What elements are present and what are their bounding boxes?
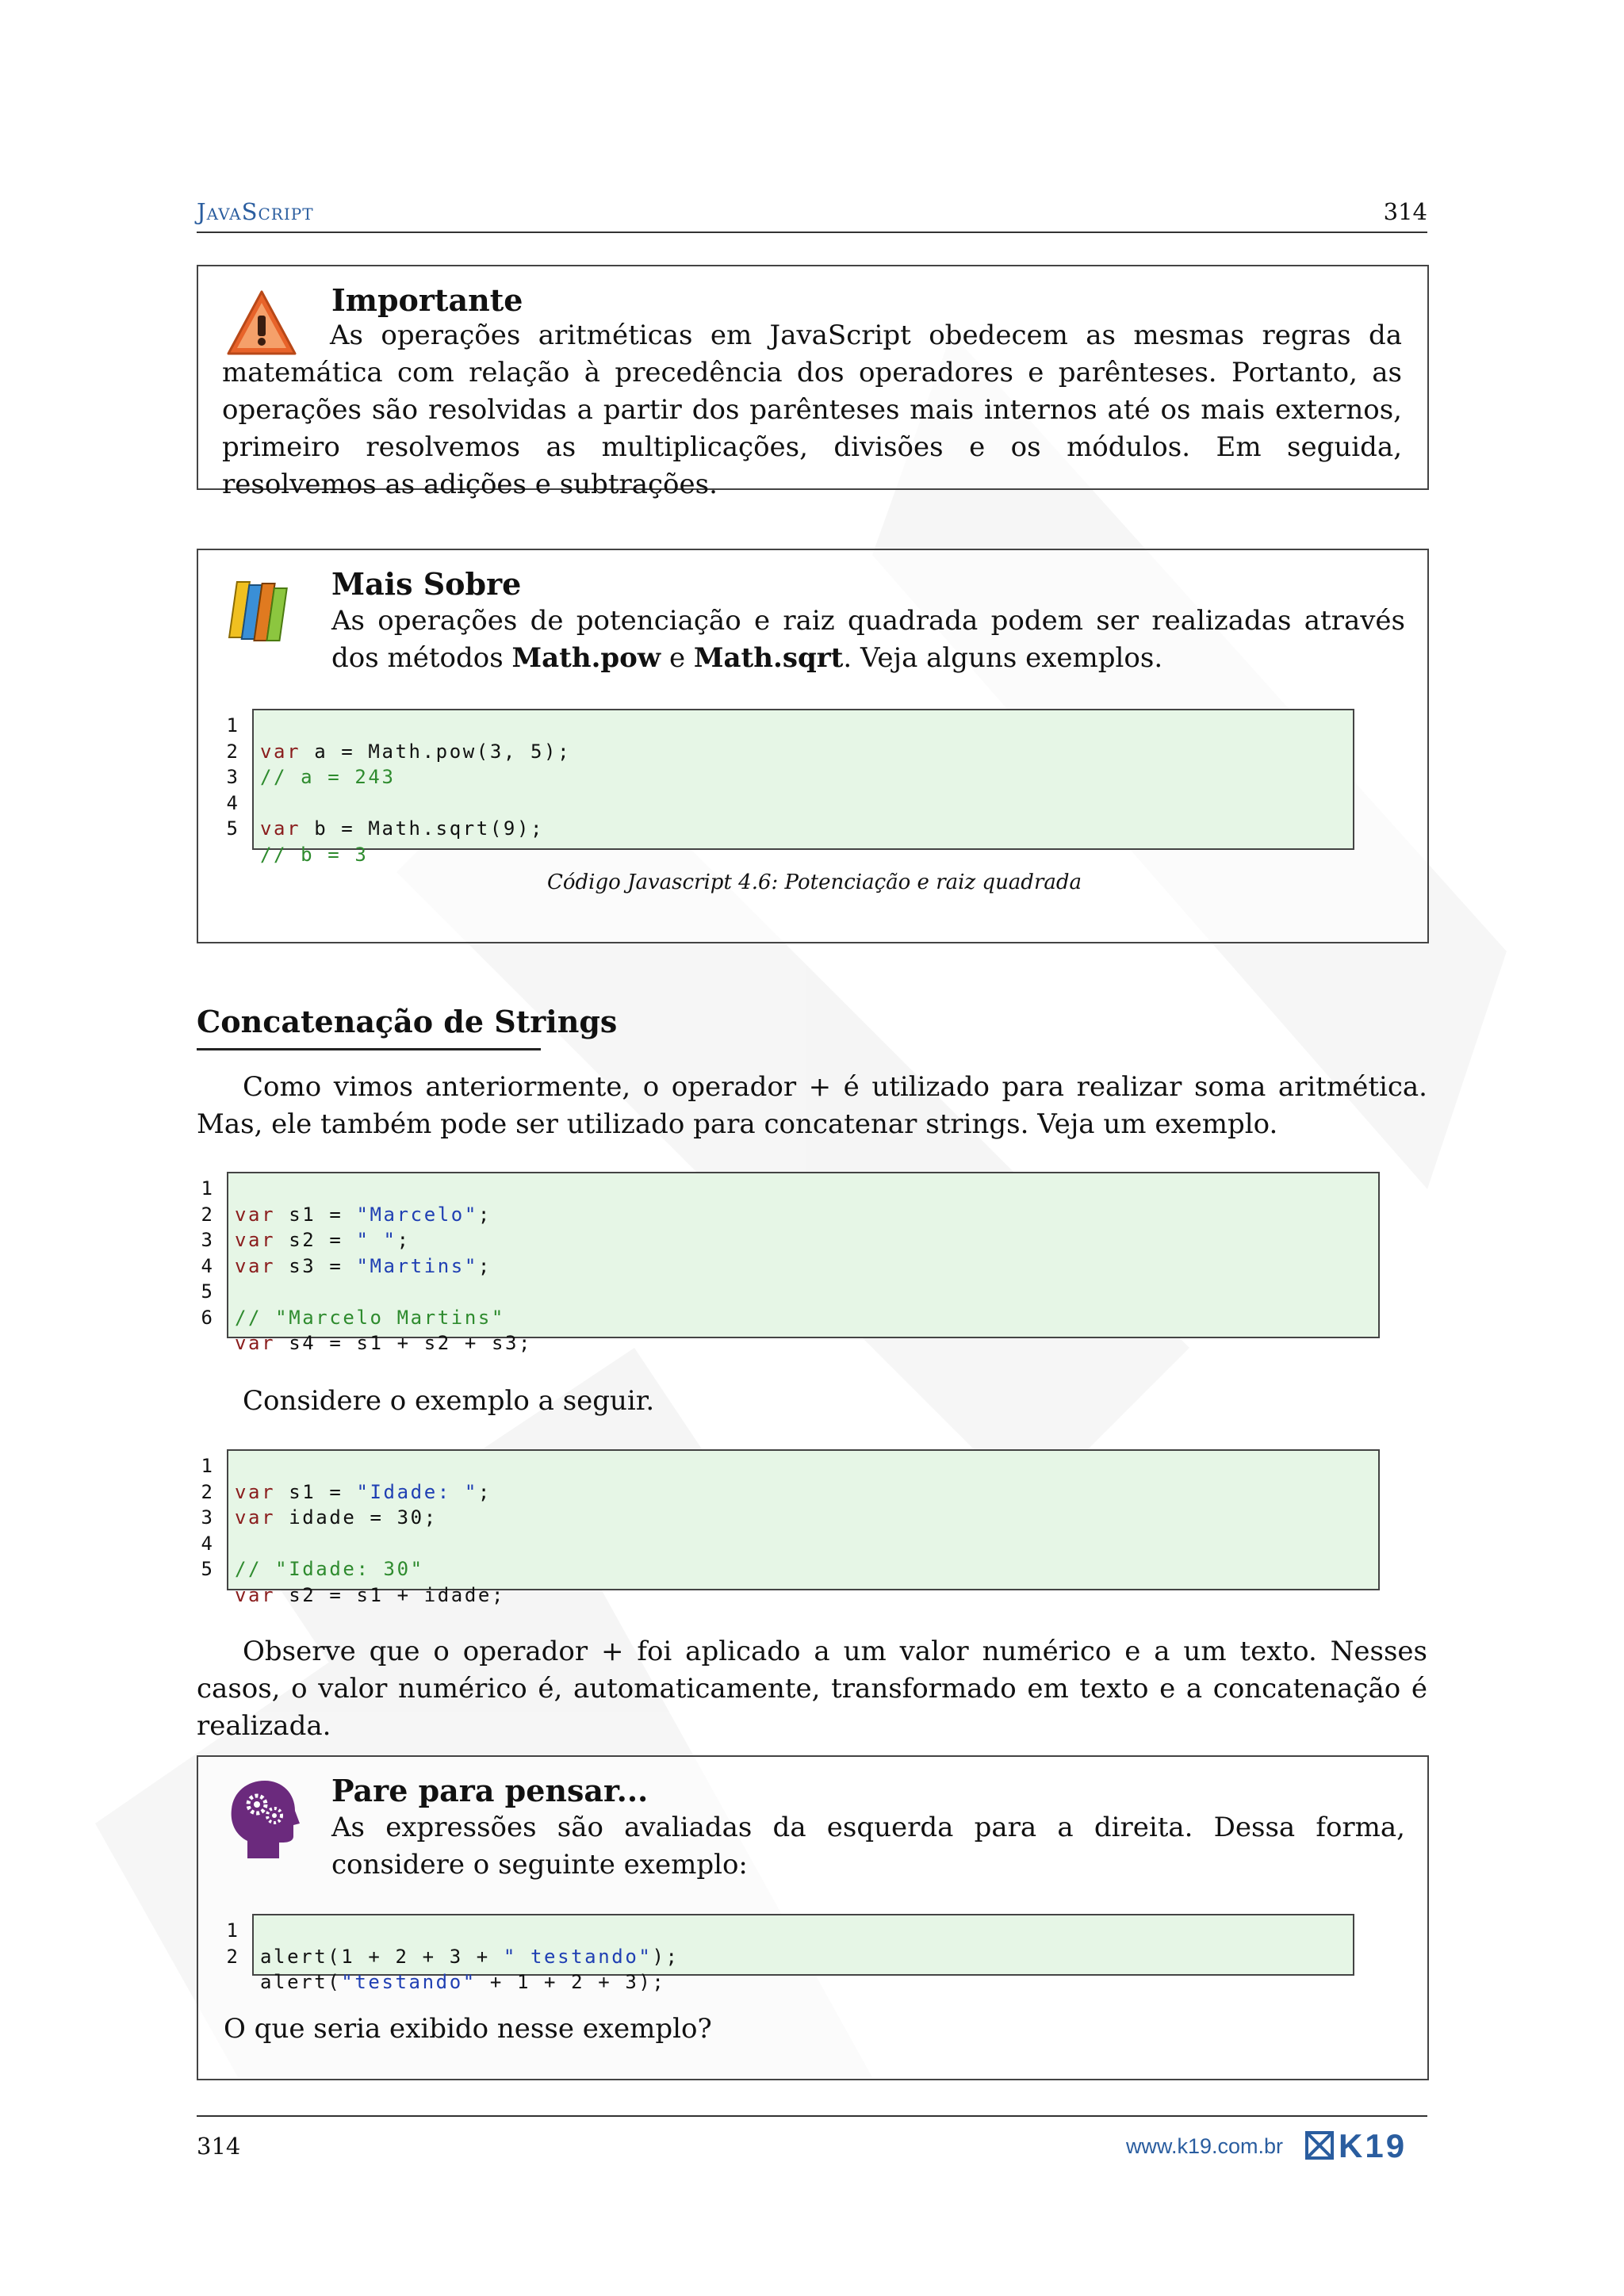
mais-sobre-title: Mais Sobre xyxy=(331,566,522,602)
math-sqrt-method: Math.sqrt xyxy=(693,642,844,674)
keyword-var: var xyxy=(235,1506,276,1529)
code-line: var b = Math.sqrt(9); xyxy=(260,817,545,840)
code-line xyxy=(260,790,1346,817)
line-number: 2 xyxy=(226,740,238,763)
line-number: 2 xyxy=(201,1480,213,1503)
code-line: // a = 243 xyxy=(260,766,396,788)
mais-sobre-text-before: As operações de potenciação e raiz quadrada podem ser realizadas através dos métodos xyxy=(331,605,1405,674)
line-numbers xyxy=(216,1918,238,1969)
code-line: // b = 3 xyxy=(260,843,369,866)
line-number: 3 xyxy=(201,1229,213,1251)
k19-logo-text: K19 xyxy=(1339,2130,1408,2161)
mais-sobre-text-and: e xyxy=(661,642,694,674)
k19-logo-icon xyxy=(1305,2130,1427,2161)
code-line: var s2 = s1 + idade; xyxy=(235,1583,505,1606)
running-header-title: JavaScript xyxy=(197,198,314,225)
important-text-content: As operações aritméticas em JavaScript obedecem as mesmas regras da matemática com relação à precedência dos operadores e parênteses. Portanto, as operações são resolvidas a partir dos parênteses mais internos até os mais externos, primeiro resolvemos as multiplicações, divisões e os módulos. Em seguida, resolvemos as adições e subtrações. xyxy=(222,320,1402,500)
line-number: 1 xyxy=(201,1177,213,1200)
code-block xyxy=(252,1914,1354,1993)
code-lines xyxy=(228,1173,1378,1410)
line-number: 5 xyxy=(201,1280,213,1303)
line-numbers xyxy=(190,1176,213,1330)
pare-title: Pare para pensar... xyxy=(331,1773,649,1808)
code-line: var s1 = "Idade: "; xyxy=(235,1480,492,1503)
pare-text: As expressões são avaliadas da esquerda para a direita. Dessa forma, considere o seguinte exemplo: xyxy=(331,1812,1405,1881)
line-number: 5 xyxy=(226,817,238,840)
important-text xyxy=(222,317,1402,503)
keyword-var: var xyxy=(235,1583,276,1606)
code-line xyxy=(235,1531,1372,1557)
code-line: alert("testando" + 1 + 2 + 3); xyxy=(260,1971,666,1993)
string-literal: "Idade: " xyxy=(356,1480,478,1503)
section-title-rule xyxy=(197,1048,541,1050)
string-literal: "Marcelo" xyxy=(356,1203,478,1226)
line-number: 6 xyxy=(201,1306,213,1329)
math-pow-method: Math.pow xyxy=(511,642,661,674)
code-line: var s3 = "Martins"; xyxy=(235,1254,492,1277)
keyword-var: var xyxy=(235,1332,276,1354)
code-line: var s1 = "Marcelo"; xyxy=(235,1203,492,1226)
code-block xyxy=(252,709,1354,866)
code-block xyxy=(227,1449,1380,1606)
code-line: var idade = 30; xyxy=(235,1506,438,1529)
line-numbers xyxy=(190,1453,213,1582)
code-line xyxy=(235,1279,1372,1305)
string-literal: " " xyxy=(356,1229,397,1251)
paragraph-intro: Como vimos anteriormente, o operador + é utilizado para realizar soma aritmética. Mas, ele também pode ser utilizado para concatenar strings. Veja um exemplo. xyxy=(197,1071,1427,1140)
line-number: 1 xyxy=(201,1455,213,1477)
code-block xyxy=(227,1172,1380,1354)
line-number: 3 xyxy=(226,766,238,788)
header-page-number: 314 xyxy=(1383,198,1427,225)
code-caption: Código Javascript 4.6: Potenciação e raiz quadrada xyxy=(546,871,1082,894)
paragraph-observe: Observe que o operador + foi aplicado a um valor numérico e a um texto. Nesses casos, o valor numérico é, automaticamente, transformado em texto e a concatenação é realizada. xyxy=(197,1636,1427,1742)
mais-sobre-text-after: . Veja alguns exemplos. xyxy=(843,642,1163,674)
code-lines xyxy=(254,710,1353,921)
line-number: 5 xyxy=(201,1558,213,1580)
footer-rule xyxy=(197,2115,1427,2117)
line-number: 4 xyxy=(201,1532,213,1555)
line-number: 2 xyxy=(226,1945,238,1968)
important-title: Importante xyxy=(331,282,523,318)
code-line: var s4 = s1 + s2 + s3; xyxy=(235,1332,533,1354)
line-number: 3 xyxy=(201,1506,213,1529)
header-rule xyxy=(197,232,1427,233)
line-number: 1 xyxy=(226,1919,238,1942)
line-number: 2 xyxy=(201,1203,213,1226)
string-literal: "testando" xyxy=(341,1971,477,1993)
keyword-var: var xyxy=(235,1254,276,1277)
string-literal: "Martins" xyxy=(356,1254,478,1277)
code-lines xyxy=(228,1451,1378,1662)
code-lines xyxy=(254,1915,1353,2049)
line-numbers xyxy=(216,713,238,842)
line-number: 1 xyxy=(226,714,238,737)
keyword-var: var xyxy=(235,1229,276,1251)
keyword-var: var xyxy=(260,817,301,840)
footer-url-link[interactable]: www.k19.com.br xyxy=(1125,2134,1283,2158)
pare-question: O que seria exibido nesse exemplo? xyxy=(224,2013,712,2045)
head-gears-icon xyxy=(224,1777,301,1860)
section-title: Concatenação de Strings xyxy=(197,1004,618,1039)
code-line: var a = Math.pow(3, 5); xyxy=(260,740,572,763)
footer-page-number: 314 xyxy=(197,2133,241,2160)
line-number: 4 xyxy=(226,791,238,814)
paragraph-consider: Considere o exemplo a seguir. xyxy=(243,1385,655,1417)
keyword-var: var xyxy=(235,1203,276,1226)
code-line: alert(1 + 2 + 3 + " testando"); xyxy=(260,1945,680,1968)
keyword-var: var xyxy=(260,740,301,763)
code-line: // "Idade: 30" xyxy=(235,1558,424,1580)
code-line: // "Marcelo Martins" xyxy=(235,1306,505,1329)
books-icon xyxy=(227,576,298,647)
code-line: var s2 = " "; xyxy=(235,1229,411,1251)
mais-sobre-text xyxy=(331,603,1405,677)
string-literal: " testando" xyxy=(503,1945,653,1968)
keyword-var: var xyxy=(235,1480,276,1503)
line-number: 4 xyxy=(201,1254,213,1277)
